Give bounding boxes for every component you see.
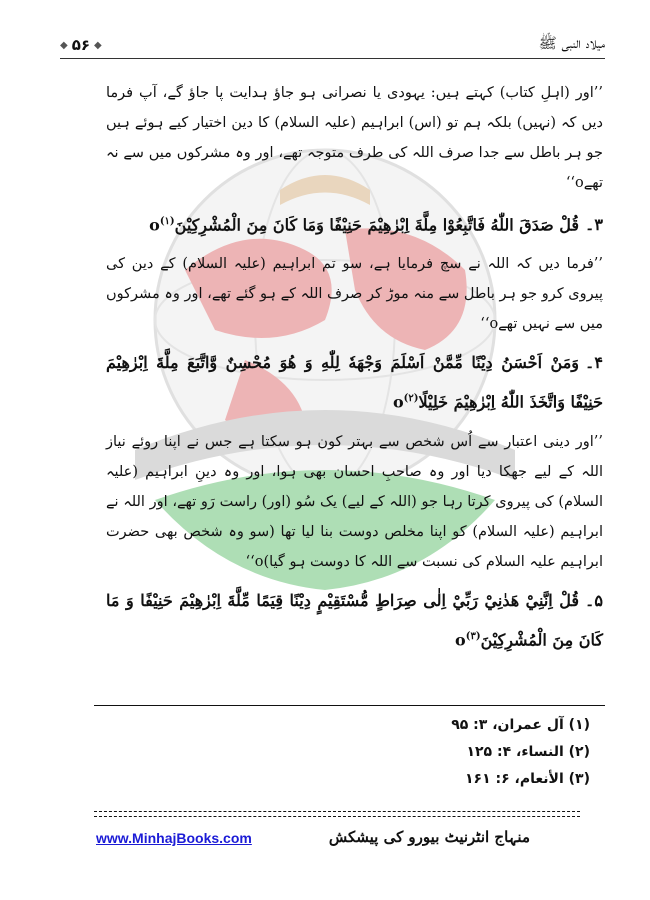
footnote-divider (94, 705, 605, 706)
footer-credit: منہاج انٹرنیٹ بیورو کی پیشکش (328, 828, 530, 846)
footer-divider (94, 811, 580, 812)
verse-text: وَمَنْ اَحْسَنُ دِيْنًا مِّمَّنْ اَسْلَمَ وَجْهَهٗ لِلّٰهِ وَ هُوَ مُحْسِنٌ وَّاتَّبَعَ مِلَّةَ اِبْرٰهِيْمَ حَنِيْفًا وَاتَّخَذَ اللّٰهُ اِبْرٰهِيْمَ خَلِيْلًاo (106, 353, 603, 412)
footer-website-link[interactable]: www.MinhajBooks.com (96, 830, 252, 846)
footnote-1: (۱) آل عمران، ۳: ۹۵ (451, 717, 590, 733)
footnote-3: (۳) الأنعام، ۶: ۱۶۱ (465, 771, 590, 787)
ornament-icon: ◆ (60, 39, 68, 51)
ornament-icon: ◆ (94, 39, 102, 51)
verse-number: ۵۔ (585, 590, 603, 610)
verse-text: قُلْ اِنَّنِيْ هَدٰنِيْ رَبِّيْ اِلٰى صِرَاطٍ مُّسْتَقِيْمٍ دِيْنًا قِيَمًا مِّلَّةَ اِبْرٰهِيْمَ حَنِيْفًا وَ مَا كَانَ مِنَ الْمُشْرِكِيْنَo (106, 590, 603, 649)
quran-verse (106, 204, 603, 243)
header-divider (60, 58, 605, 59)
quran-verse (106, 345, 603, 420)
footnote-marker: (۱) (159, 216, 175, 227)
footnotes (300, 712, 590, 793)
verse-number: ۴۔ (585, 353, 603, 373)
urdu-translation: ’’فرما دیں کہ اللہ نے سچ فرمایا ہے، سو تم ابراہیم (علیہ السلام) کے دین کی پیروی کرو جو ہر باطل سے منہ موڑ کر صرف اللہ کے ہو گئے تھے، اور وہ مشرکوں میں سے نہیں تھےo‘‘ (106, 256, 603, 333)
page-header (60, 30, 605, 60)
page-number-value: ۵۶ (71, 36, 91, 54)
urdu-translation: ’’اور (اہلِ کتاب) کہتے ہیں: یہودی یا نصرانی ہو جاؤ ہدایت پا جاؤ گے، آپ فرما دیں کہ (نہیں) بلکہ ہم تو (اس) ابراہیم (علیہ السلام) کا دین اختیار کیے ہوئے ہیں جو ہر باطل سے جدا صرف اللہ کی طرف متوجہ تھے، اور وہ مشرکوں میں سے نہ تھےo‘‘ (106, 85, 603, 191)
page-body (106, 78, 603, 664)
quran-verse (106, 583, 603, 658)
running-title: میلاد النبی ﷺ (538, 34, 605, 52)
verse-number: ۳۔ (585, 215, 603, 235)
footer-divider (94, 816, 580, 817)
verse-text: قُلْ صَدَقَ اللّٰهُ فَاتَّبِعُوْا مِلَّةَ اِبْرٰهِيْمَ حَنِيْفًا وَمَا كَانَ مِنَ الْمُشْرِكِيْنَo (149, 215, 580, 235)
footnote-marker: (۲) (403, 393, 419, 405)
urdu-translation: ’’اور دینی اعتبار سے اُس شخص سے بہتر کون ہو سکتا ہے جس نے اپنا روئے نیاز اللہ کے لیے جھکا دیا اور وہ صاحبِ احسان بھی ہوا، اور وہ دینِ ابراہیم (علیہ السلام) کی پیروی کرتا رہا جو (اللہ کے لیے) یک سُو (اور) راست رَو تھے، اور اللہ نے ابراہیم (علیہ السلام) کو اپنا مخلص دوست بنا لیا تھا (سو وہ شخص بھی حضرت ابراہیم علیہ السلام کی نسبت سے اللہ کا دوست ہو گیا)o‘‘ (106, 433, 603, 570)
footnote-marker: (۳) (465, 630, 481, 642)
footnote-2: (۲) النساء، ۴: ۱۲۵ (466, 744, 590, 760)
page-number (60, 36, 102, 54)
